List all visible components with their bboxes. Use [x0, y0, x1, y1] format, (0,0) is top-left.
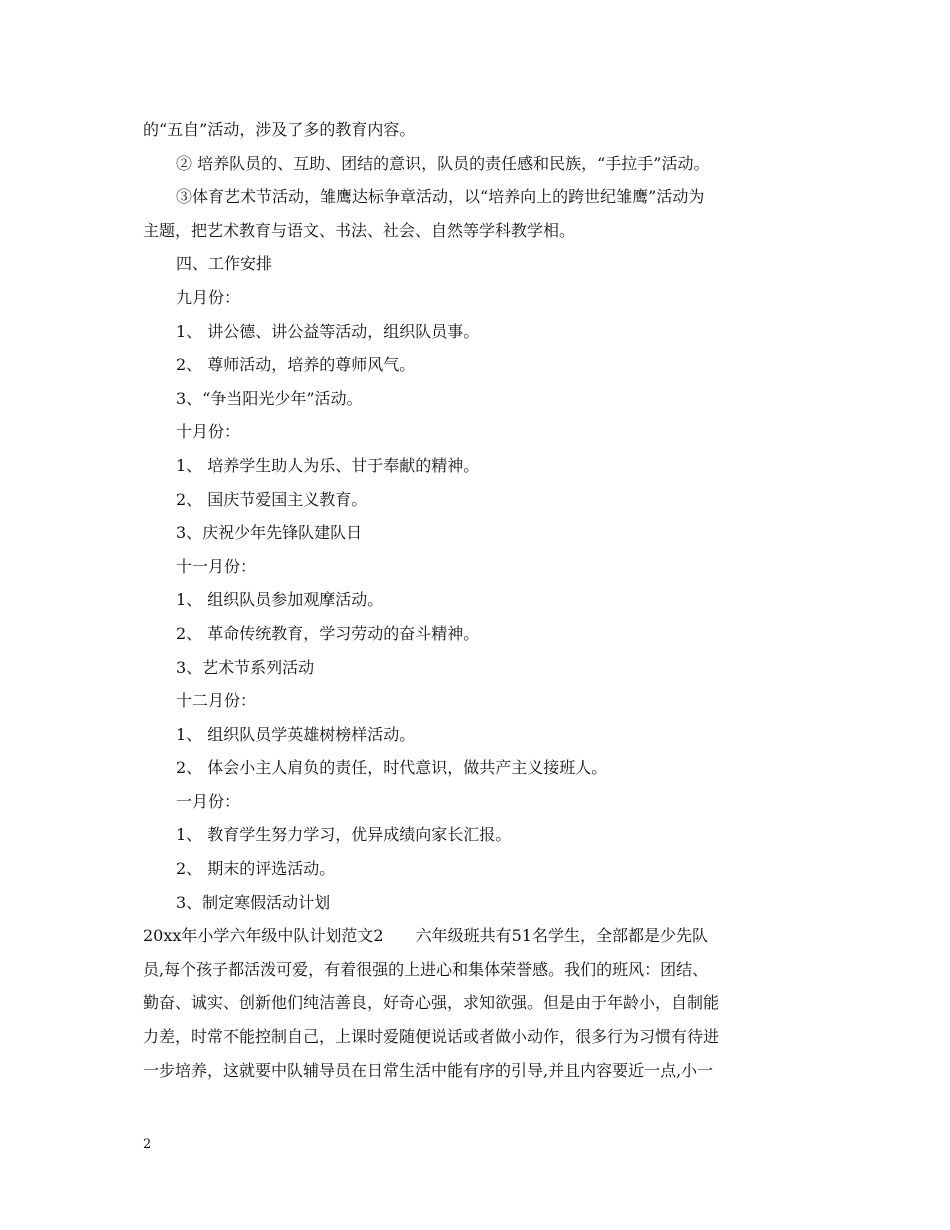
text-line: 员,每个孩子都活泼可爱，有着很强的上进心和集体荣誉感。我们的班风：团结、 — [143, 959, 709, 979]
list-item: 3、制定寒假活动计划 — [176, 892, 331, 912]
list-item: 2、 国庆节爱国主义教育。 — [176, 489, 368, 509]
page-number: 2 — [143, 1137, 152, 1152]
list-item: 1、 培养学生助人为乐、甘于奉献的精神。 — [176, 455, 480, 475]
text-line: 力差，时常不能控制自己，上课时爱随便说话或者做小动作，很多行为习惯有待进 — [143, 1027, 720, 1047]
text-line: 勤奋、诚实、创新他们纯洁善良，好奇心强，求知欲强。但是由于年龄小，自制能 — [143, 993, 720, 1013]
list-item: 1、 组织队员学英雄树榜样活动。 — [176, 724, 416, 744]
text-line: ② 培养队员的、互助、团结的意识，队员的责任感和民族，“手拉手”活动。 — [176, 153, 710, 173]
month-heading: 十二月份： — [176, 691, 257, 711]
text-line: ③体育艺术节活动，雏鹰达标争章活动，以“培养向上的跨世纪雏鹰”活动为 — [176, 187, 705, 207]
list-item: 2、 革命传统教育，学习劳动的奋斗精神。 — [176, 623, 480, 643]
month-heading: 十月份： — [176, 422, 241, 442]
month-heading: 九月份： — [176, 287, 241, 307]
list-item: 3、“争当阳光少年”活动。 — [176, 388, 363, 408]
text-line: 的“五自”活动，涉及了多的教育内容。 — [143, 120, 416, 139]
text-line: 一步培养，这就要中队辅导员在日常生活中能有序的引导,并且内容要近一点,小一 — [143, 1060, 714, 1080]
list-item: 1、 组织队员参加观摩活动。 — [176, 590, 384, 610]
month-heading: 一月份： — [176, 791, 241, 811]
list-item: 2、 尊师活动，培养的尊师风气。 — [176, 355, 416, 375]
text-line: 20xx年小学六年级中队计划范文2 六年级班共有51名学生，全部都是少先队 — [143, 926, 708, 946]
section-heading: 四、工作安排 — [176, 254, 273, 274]
list-item: 1、 讲公德、讲公益等活动，组织队员事。 — [176, 321, 480, 341]
list-item: 3、庆祝少年先锋队建队日 — [176, 523, 363, 543]
body-text — [143, 113, 823, 1087]
list-item: 3、艺术节系列活动 — [176, 657, 315, 677]
list-item: 1、 教育学生努力学习，优异成绩向家长汇报。 — [176, 825, 512, 845]
text-line: 主题，把艺术教育与语文、书法、社会、自然等学科教学相。 — [143, 220, 576, 240]
list-item: 2、 期末的评选活动。 — [176, 859, 336, 879]
list-item: 2、 体会小主人肩负的责任，时代意识，做共产主义接班人。 — [176, 758, 608, 778]
month-heading: 十一月份： — [176, 556, 257, 576]
